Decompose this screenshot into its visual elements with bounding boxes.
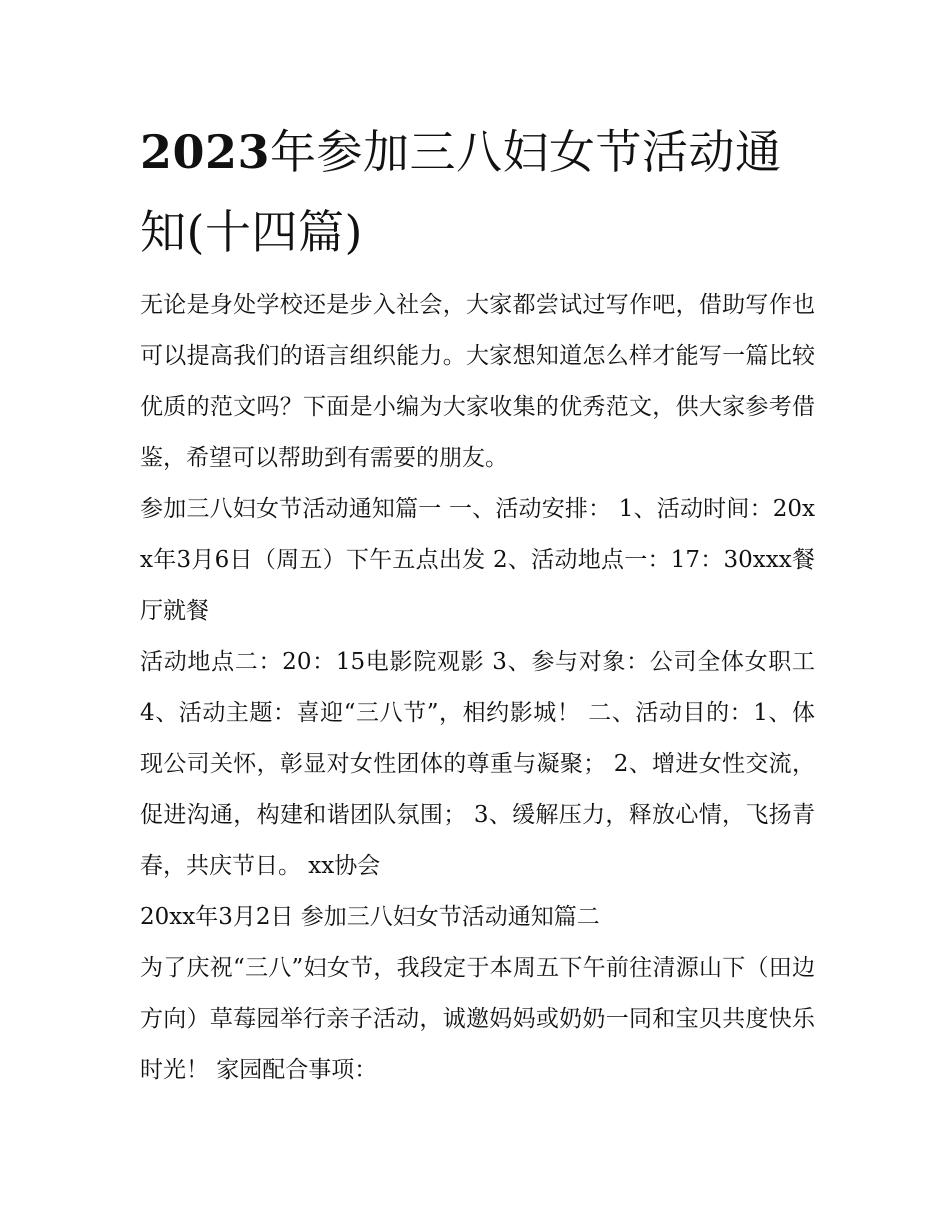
document-content [140, 112, 815, 1096]
title-year: 2023 [140, 125, 271, 179]
paragraph-notice-one-schedule: 参加三八妇女节活动通知篇一 一、活动安排： 1、活动时间：20xx年3月6日（周五）下午五点出发 2、活动地点一：17：30xxx餐厅就餐 [140, 496, 815, 624]
paragraph-notice-one-details: 活动地点二：20：15电影院观影 3、参与对象：公司全体女职工 4、活动主题：喜迎“三八节”，相约影城！ 二、活动目的：1、体现公司关怀，彰显对女性团体的尊重与凝聚； 2、增进女性交流，促进沟通，构建和谐团队氛围； 3、缓解压力，释放心情，飞扬青春，共庆节日。 xx协会 [140, 649, 815, 879]
title-text: 年参加三八妇女节活动通知(十四篇) [140, 125, 782, 259]
document-title [140, 112, 815, 272]
document-body [140, 280, 815, 1096]
paragraph-notice-one-date: 20xx年3月2日 参加三八妇女节活动通知篇二 [140, 904, 600, 930]
paragraph-notice-two: 为了庆祝“三八”妇女节，我段定于本周五下午前往清源山下（田边方向）草莓园举行亲子活动，诚邀妈妈或奶奶一同和宝贝共度快乐时光！ 家园配合事项： [140, 955, 815, 1083]
paragraph-intro: 无论是身处学校还是步入社会，大家都尝试过写作吧，借助写作也可以提高我们的语言组织能力。大家想知道怎么样才能写一篇比较优质的范文吗？下面是小编为大家收集的优秀范文，供大家参考借鉴，希望可以帮助到有需要的朋友。 [140, 292, 815, 471]
